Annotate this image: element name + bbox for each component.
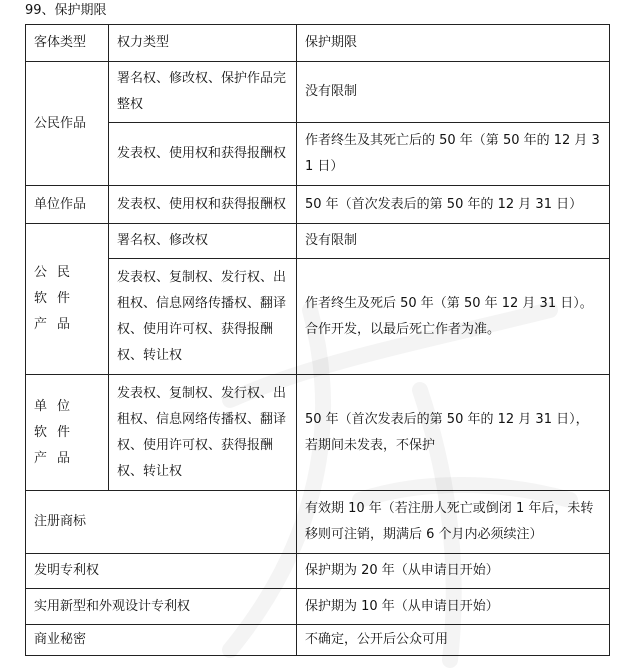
protection-term-cell: 没有限制	[297, 62, 610, 123]
object-type-cell: 实用新型和外观设计专利权	[26, 589, 297, 625]
protection-term-table	[25, 24, 610, 656]
right-type-cell: 发表权、使用权和获得报酬权	[109, 186, 297, 224]
right-type-cell: 发表权、复制权、发行权、出租权、信息网络传播权、翻译权、使用许可权、获得报酬权、转让权	[109, 259, 297, 375]
protection-term-cell: 作者终生及死后 50 年（第 50 年 12 月 31 日）。合作开发，以最后死亡作者为准。	[297, 259, 610, 375]
protection-term-cell: 有效期 10 年（若注册人死亡或倒闭 1 年后，未转移则可注销，期满后 6 个月内必须续注）	[297, 491, 610, 554]
table-row	[26, 625, 610, 656]
protection-term-cell: 没有限制	[297, 224, 610, 259]
right-type-cell: 发表权、复制权、发行权、出租权、信息网络传播权、翻译权、使用许可权、获得报酬权、转让权	[109, 375, 297, 491]
right-type-cell: 署名权、修改权、保护作品完整权	[109, 62, 297, 123]
table-row	[26, 62, 610, 123]
protection-term-cell: 不确定，公开后公众可用	[297, 625, 610, 656]
table-row	[26, 259, 610, 375]
object-type-cell: 公民作品	[26, 62, 109, 186]
header-right-type: 权力类型	[109, 25, 297, 62]
table-row	[26, 123, 610, 186]
object-type-cell: 注册商标	[26, 491, 297, 554]
table-row	[26, 554, 610, 589]
table-row	[26, 375, 610, 491]
object-type-cell: 单位作品	[26, 186, 109, 224]
protection-term-cell: 50 年（首次发表后的第 50 年的 12 月 31 日）	[297, 186, 610, 224]
protection-term-cell: 作者终生及其死亡后的 50 年（第 50 年的 12 月 31 日）	[297, 123, 610, 186]
protection-term-cell: 50 年（首次发表后的第 50 年的 12 月 31 日），若期间未发表，不保护	[297, 375, 610, 491]
table-row	[26, 589, 610, 625]
table-header-row	[26, 25, 610, 62]
table-row	[26, 186, 610, 224]
object-type-cell: 商业秘密	[26, 625, 297, 656]
header-protection-term: 保护期限	[297, 25, 610, 62]
section-heading: 99、保护期限	[25, 3, 107, 18]
object-type-cell: 单位软件产品	[26, 375, 109, 491]
table-row	[26, 224, 610, 259]
header-object-type: 客体类型	[26, 25, 109, 62]
right-type-cell: 发表权、使用权和获得报酬权	[109, 123, 297, 186]
right-type-cell: 署名权、修改权	[109, 224, 297, 259]
object-type-cell: 公民软件产品	[26, 224, 109, 375]
object-type-cell: 发明专利权	[26, 554, 297, 589]
protection-term-cell: 保护期为 20 年（从申请日开始）	[297, 554, 610, 589]
table-row	[26, 491, 610, 554]
protection-term-cell: 保护期为 10 年（从申请日开始）	[297, 589, 610, 625]
